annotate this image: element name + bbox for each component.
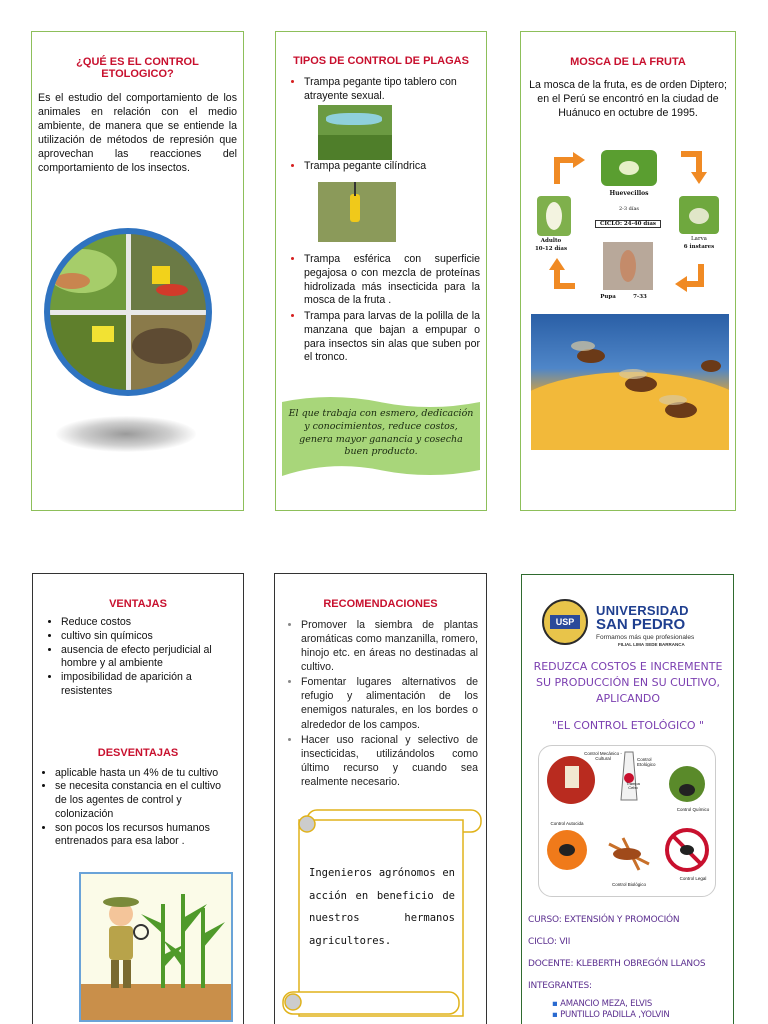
intro-text: Es el estudio del comportamiento de los animales en relación con el medio ambiente, de manera que se entiende la utilización de métodos de represión que aprovechan las reacciones del comportamiento de los insectos. — [38, 92, 237, 174]
headline: REDUZCA COSTOS E INCREMENTE SU PRODUCCIÓN EN SU CULTIVO, APLICANDO — [533, 660, 723, 705]
label-larva-stages: 6 instares — [683, 244, 715, 250]
label-pupa-days: 7-33 — [633, 294, 647, 300]
list-item: • cultivo sin químicos — [61, 630, 243, 644]
quote-text: El que trabaja con esmero, dedicación y conocimientos, reduce costos, genera mayor ganancia y cosecha buen producto. — [288, 408, 474, 458]
list-item: • imposibilidad de aparición a resistentes — [61, 671, 243, 699]
cycle: CICLO: VII — [528, 937, 571, 947]
panel-title: MOSCA DE LA FRUTA — [570, 56, 686, 68]
fruit-fly-photo — [531, 314, 729, 450]
list-item: • ausencia de efecto perjudicial al hombre y al ambiente — [61, 644, 243, 672]
panel-what-is — [31, 31, 244, 511]
life-cycle-diagram — [529, 144, 729, 316]
members-list — [552, 999, 669, 1021]
farmer-illustration — [79, 872, 233, 1022]
panel-fruit-fly — [520, 31, 736, 511]
panel-title: RECOMENDACIONES — [323, 598, 438, 610]
members-title: INTEGRANTES: — [528, 981, 592, 991]
teacher: DOCENTE: KLEBERTH OBREGÓN LLANOS — [528, 959, 706, 969]
quote-banner — [280, 396, 482, 482]
label-larva: Larva — [691, 236, 707, 242]
scroll-text: Ingenieros agrónomos en acción en beneficio de nuestros hermanos agricultores. — [309, 867, 455, 947]
disadvantages-list — [39, 767, 233, 850]
scroll-banner — [281, 802, 483, 1024]
shadow — [56, 416, 196, 452]
usp-seal — [542, 599, 588, 645]
list-item: • Trampa pegante cilíndrica — [304, 160, 480, 174]
label-adult-days: 10-12 días — [534, 246, 568, 252]
trap-list — [288, 76, 480, 104]
label-quimico: Control Químico — [676, 807, 710, 812]
label-pupa: Pupa — [600, 294, 616, 300]
panel-pest-control-types — [275, 31, 487, 511]
list-item: ▪ PUNTILLO PADILLA ,YOLVIN — [552, 1010, 670, 1021]
label-mecanico: Control Mecánico - Cultural — [584, 751, 622, 761]
list-item: • Reduce costos — [61, 616, 243, 630]
list-item: • Promover la siembra de plantas aromáticas como manzanilla, romero, hinojo etc. en áreas no destinadas al cultivo. — [301, 618, 478, 674]
recommendations-list — [285, 618, 478, 789]
course: CURSO: EXTENSIÓN Y PROMOCIÓN — [528, 915, 680, 925]
uni-name-1: UNIVERSIDAD — [596, 603, 689, 618]
uni-motto: Formamos más que profesionales — [596, 634, 695, 641]
label-legal: Control Legal — [679, 876, 707, 881]
label-biologico: Control Biológico — [611, 882, 647, 887]
usp-seal-text: USP — [550, 615, 580, 629]
label-adult: Adulto — [540, 238, 562, 244]
list-item: • Trampa esférica con superficie pegajosa o con mezcla de proteínas hidrolizada más insecticida para la mosca de la fruta . — [304, 253, 480, 308]
label-etologico: Control Etológico — [637, 757, 656, 767]
disadvantages-title: DESVENTAJAS — [97, 746, 179, 759]
label-eggs-days: 2-3 días — [619, 206, 639, 212]
list-item: • son pocos los recursos humanos entrenados para esa labor . — [55, 822, 233, 850]
uni-name-2: SAN PEDRO — [596, 616, 686, 633]
panel-recommendations — [274, 573, 487, 1024]
circular-photo — [42, 226, 214, 398]
panel-title: ¿QUÉ ES EL CONTROL ETOLOGICO? — [76, 56, 199, 80]
label-trampa: Trampa Cebo — [626, 781, 640, 791]
label-eggs: Huevecillos — [609, 190, 649, 197]
panel-advantages — [32, 573, 244, 1024]
label-cycle: CICLO: 24-40 días — [595, 220, 661, 228]
advantages-title: VENTAJAS — [109, 598, 167, 610]
list-item: • Fomentar lugares alternativos de refugio y alimentación de los enemigos naturales, en los bordes o alrededor de los campos. — [301, 675, 478, 731]
headline-2: "EL CONTROL ETOLÓGICO " — [551, 719, 705, 732]
advantages-list — [45, 616, 243, 699]
list-item: ▪ AMANCIO MEZA, ELVIS — [552, 999, 653, 1009]
fruit-fly-text: La mosca de la fruta, es de orden Diptero; en el Perú se encontró en la ciudad de Huánuco en octubre de 1995. — [529, 79, 727, 119]
list-item: • Trampa pegante tipo tablero con atrayente sexual. — [304, 76, 480, 104]
control-types-diagram — [538, 745, 716, 897]
label-autocida: Control Autocida — [550, 821, 584, 826]
panel-title: TIPOS DE CONTROL DE PLAGAS — [293, 55, 469, 67]
uni-filial: FILIAL LIMA SEDE BARRANCA — [618, 642, 685, 647]
trap-photo-board — [318, 105, 392, 160]
trap-photo-cylinder — [318, 182, 396, 242]
list-item: • Hacer uso racional y selectivo de insecticidas, utilizándolos como último recurso y cuando sea realmente necesario. — [301, 733, 478, 789]
list-item: • aplicable hasta un 4% de tu cultivo — [55, 767, 233, 781]
university-logo — [542, 599, 718, 649]
list-item: • Trampa para larvas de la polilla de la manzana que bajan a empupar o para insectos sin alas que suben por el tronco. — [304, 310, 480, 365]
list-item: • se necesita constancia en el cultivo de los agentes de control y colonización — [55, 780, 233, 821]
panel-cover — [521, 574, 734, 1024]
